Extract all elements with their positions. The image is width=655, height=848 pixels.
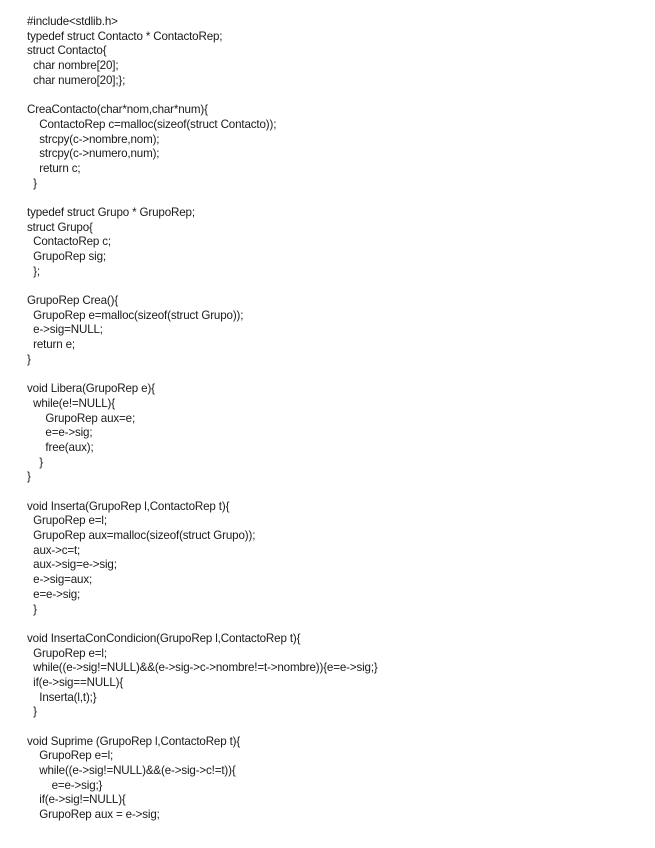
code-line: GrupoRep e=malloc(sizeof(struct Grupo)); — [27, 308, 244, 322]
code-line: } — [27, 602, 37, 616]
code-line: e->sig=aux; — [27, 573, 93, 587]
code-line: e=e->sig; — [27, 587, 81, 601]
code-line — [27, 279, 378, 294]
code-line: } — [27, 176, 37, 190]
code-line: aux->c=t; — [27, 543, 81, 557]
code-listing — [27, 15, 378, 823]
code-line — [27, 368, 378, 383]
code-line: aux->sig=e->sig; — [27, 558, 117, 572]
code-line: GrupoRep aux=malloc(sizeof(struct Grupo)); — [27, 529, 256, 543]
code-line: GrupoRep sig; — [27, 250, 106, 263]
code-line: free(aux); — [27, 440, 94, 454]
code-line: struct Contacto{ — [27, 44, 107, 58]
code-line: void Libera(GrupoRep e){ — [27, 382, 155, 396]
code-line: } — [27, 352, 31, 366]
code-line: struct Grupo{ — [27, 220, 93, 234]
code-line: e=e->sig;} — [27, 778, 103, 792]
code-line: if(e->sig!=NULL){ — [27, 793, 126, 807]
code-line: typedef struct Contacto * ContactoRep; — [27, 29, 223, 43]
code-line: void Suprime (GrupoRep l,ContactoRep t){ — [27, 734, 241, 748]
code-line: if(e->sig==NULL){ — [27, 675, 124, 689]
code-line — [27, 617, 378, 632]
code-line — [27, 191, 378, 206]
code-line: while((e->sig!=NULL)&&(e->sig->c!=t)){ — [27, 764, 236, 778]
code-line: return e; — [27, 338, 75, 352]
code-line: while((e->sig!=NULL)&&(e->sig->c->nombre!=t->nombre)){e=e->sig;} — [27, 661, 378, 675]
code-line: strcpy(c->nombre,nom); — [27, 132, 160, 146]
code-line: GrupoRep Crea(){ — [27, 294, 119, 308]
code-line: e->sig=NULL; — [27, 323, 103, 337]
code-line: Inserta(l,t);} — [27, 690, 97, 704]
code-line: return c; — [27, 161, 81, 175]
code-line: GrupoRep e=l; — [27, 646, 107, 660]
code-line: GrupoRep aux = e->sig; — [27, 808, 160, 822]
code-line: e=e->sig; — [27, 426, 93, 440]
code-line — [27, 88, 378, 103]
code-line: } — [27, 455, 44, 469]
code-line: #include<stdlib.h> — [27, 15, 118, 28]
code-line: GrupoRep e=l; — [27, 514, 107, 528]
code-line: ContactoRep c; — [27, 235, 111, 249]
code-line: strcpy(c->numero,num); — [27, 147, 160, 161]
code-line: while(e!=NULL){ — [27, 396, 115, 410]
code-line: char numero[20];}; — [27, 73, 126, 87]
code-line: GrupoRep aux=e; — [27, 411, 136, 425]
code-line: }; — [27, 264, 40, 278]
code-line: ContactoRep c=malloc(sizeof(struct Contacto)); — [27, 117, 277, 131]
code-line — [27, 485, 378, 500]
code-line: void Inserta(GrupoRep l,ContactoRep t){ — [27, 499, 230, 513]
code-line — [27, 720, 378, 735]
code-line: typedef struct Grupo * GrupoRep; — [27, 205, 195, 219]
code-line: char nombre[20]; — [27, 59, 119, 73]
code-line: } — [27, 705, 37, 719]
code-line: CreaContacto(char*nom,char*num){ — [27, 103, 208, 117]
code-line: void InsertaConCondicion(GrupoRep l,ContactoRep t){ — [27, 631, 301, 645]
code-line: GrupoRep e=l; — [27, 749, 114, 763]
code-line: } — [27, 470, 31, 484]
